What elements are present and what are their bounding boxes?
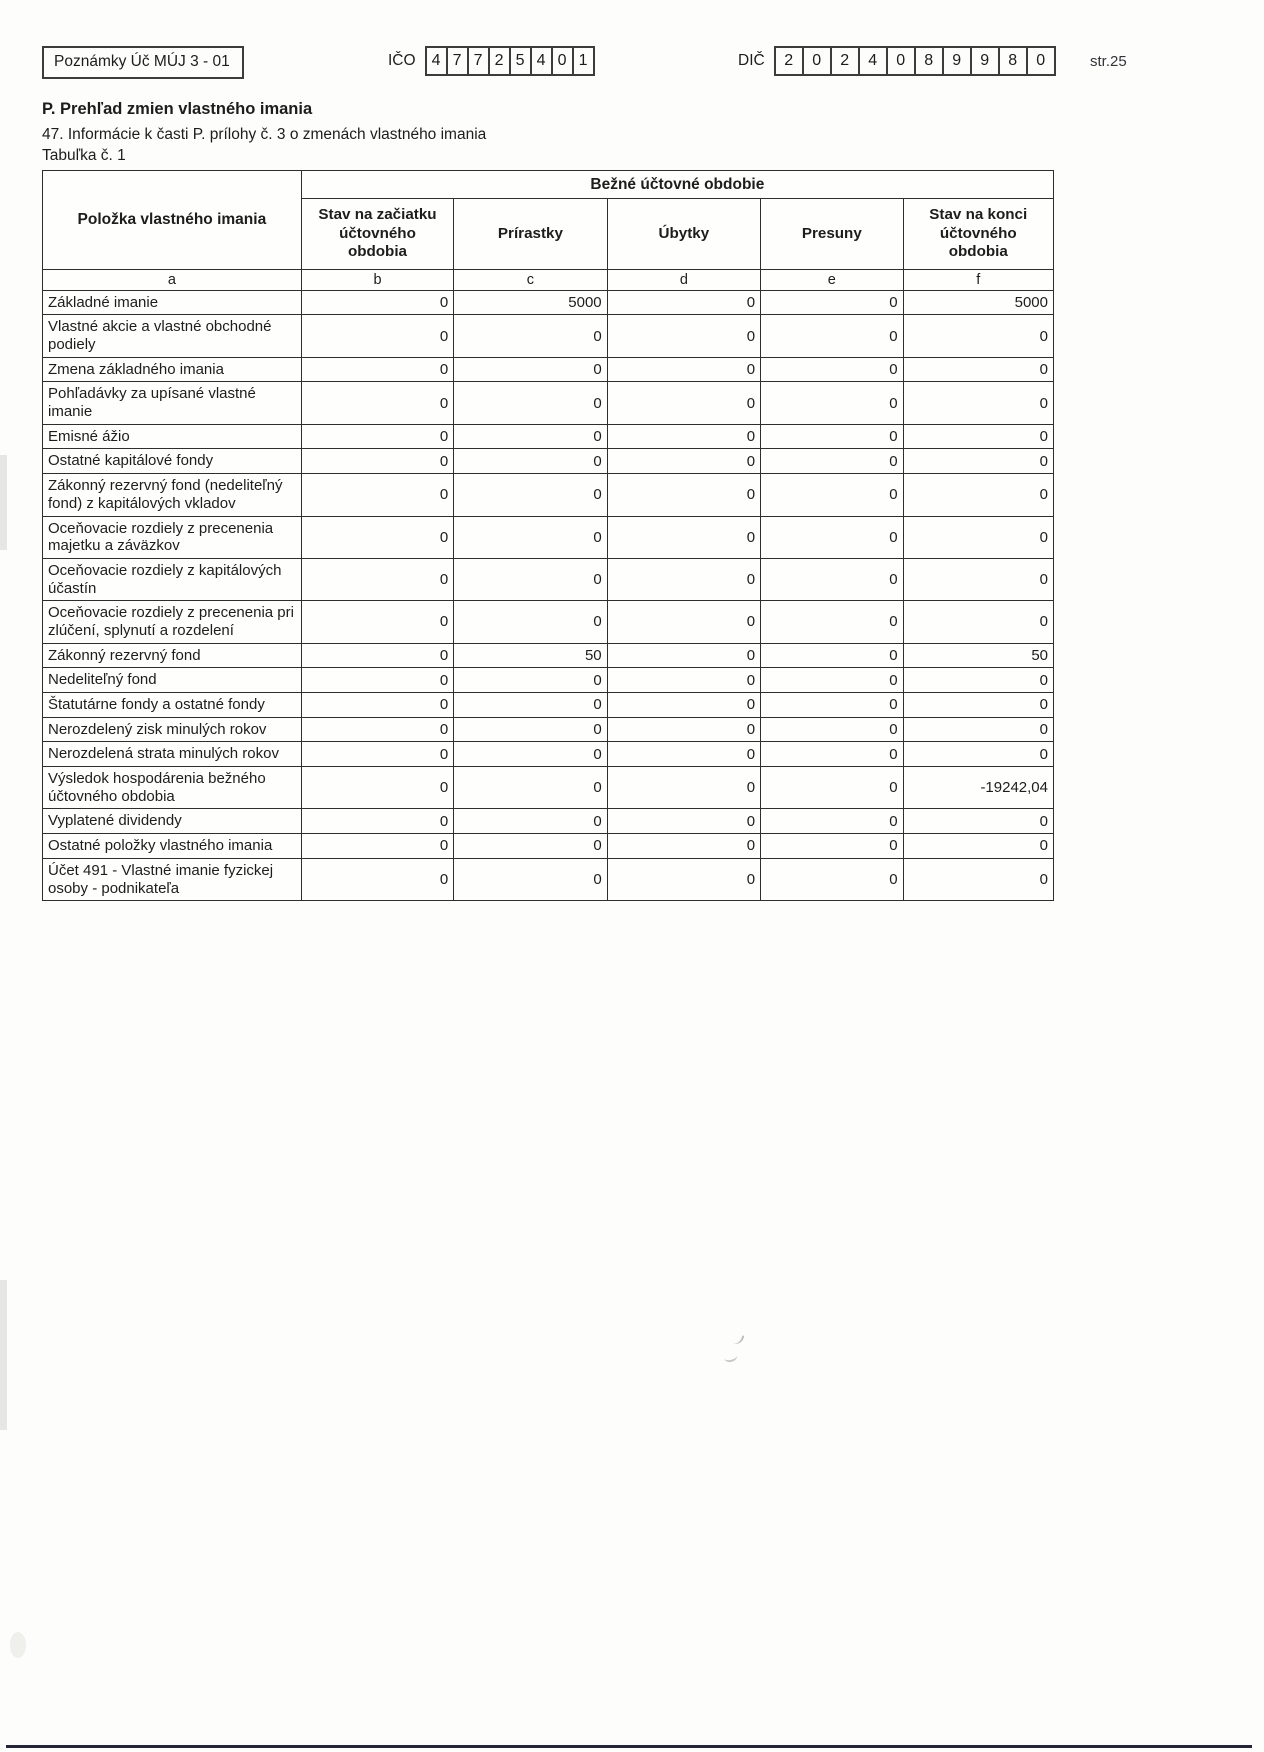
cell-e: 0 <box>761 668 903 693</box>
table-row <box>43 693 1054 718</box>
cell-b: 0 <box>301 643 453 668</box>
cell-c: 0 <box>454 315 607 357</box>
table-row <box>43 357 1054 382</box>
row-label: Ostatné položky vlastného imania <box>43 834 302 859</box>
cell-e: 0 <box>761 742 903 767</box>
table-row <box>43 315 1054 357</box>
cell-c: 0 <box>454 357 607 382</box>
digit-box: 2 <box>488 46 511 76</box>
cell-c: 0 <box>454 767 607 809</box>
cell-d: 0 <box>607 474 760 516</box>
letter-d: d <box>607 269 760 290</box>
cell-b: 0 <box>301 516 453 558</box>
cell-c: 0 <box>454 834 607 859</box>
row-label: Zmena základného imania <box>43 357 302 382</box>
cell-e: 0 <box>761 424 903 449</box>
cell-c: 0 <box>454 717 607 742</box>
scan-artifact <box>723 1351 738 1363</box>
cell-f: 0 <box>903 382 1053 424</box>
cell-d: 0 <box>607 449 760 474</box>
cell-d: 0 <box>607 809 760 834</box>
cell-b: 0 <box>301 315 453 357</box>
cell-b: 0 <box>301 601 453 643</box>
cell-e: 0 <box>761 357 903 382</box>
cell-e: 0 <box>761 558 903 600</box>
digit-box: 1 <box>572 46 595 76</box>
cell-c: 50 <box>454 643 607 668</box>
row-label: Vlastné akcie a vlastné obchodné podiely <box>43 315 302 357</box>
table-row <box>43 601 1054 643</box>
row-label: Výsledok hospodárenia bežného účtovného obdobia <box>43 767 302 809</box>
column-header-end: Stav na konci účtovného obdobia <box>903 199 1053 270</box>
cell-e: 0 <box>761 382 903 424</box>
cell-c: 5000 <box>454 290 607 315</box>
table-row <box>43 858 1054 900</box>
digit-box: 0 <box>551 46 574 76</box>
cell-e: 0 <box>761 516 903 558</box>
row-label: Základné imanie <box>43 290 302 315</box>
column-header-item: Položka vlastného imania <box>43 171 302 270</box>
cell-d: 0 <box>607 382 760 424</box>
table-row <box>43 809 1054 834</box>
digit-box: 8 <box>914 46 944 76</box>
cell-b: 0 <box>301 858 453 900</box>
scan-artifact <box>0 455 7 550</box>
cell-d: 0 <box>607 742 760 767</box>
ico-digit-boxes <box>425 46 595 76</box>
table-row <box>43 290 1054 315</box>
row-label: Oceňovacie rozdiely z precenenia majetku a záväzkov <box>43 516 302 558</box>
cell-c: 0 <box>454 474 607 516</box>
table-row <box>43 643 1054 668</box>
row-label: Oceňovacie rozdiely z kapitálových účastín <box>43 558 302 600</box>
table-row <box>43 516 1054 558</box>
form-code: Poznámky Úč MÚJ 3 - 01 <box>54 53 230 70</box>
cell-f: 0 <box>903 693 1053 718</box>
cell-f: 0 <box>903 834 1053 859</box>
cell-d: 0 <box>607 290 760 315</box>
row-label: Oceňovacie rozdiely z precenenia pri zlúčení, splynutí a rozdelení <box>43 601 302 643</box>
dic-label: DIČ <box>738 52 765 69</box>
cell-e: 0 <box>761 717 903 742</box>
ico-group <box>388 46 595 76</box>
cell-f: -19242,04 <box>903 767 1053 809</box>
period-header: Bežné účtovné obdobie <box>301 171 1053 199</box>
cell-c: 0 <box>454 558 607 600</box>
table-row <box>43 668 1054 693</box>
cell-b: 0 <box>301 668 453 693</box>
period-header-row <box>43 171 1054 199</box>
cell-e: 0 <box>761 449 903 474</box>
form-code-box <box>42 46 244 79</box>
row-label: Nedeliteľný fond <box>43 668 302 693</box>
cell-b: 0 <box>301 717 453 742</box>
section-subtitle: 47. Informácie k časti P. prílohy č. 3 o zmenách vlastného imania <box>42 126 487 143</box>
digit-box: 7 <box>446 46 469 76</box>
cell-b: 0 <box>301 357 453 382</box>
cell-e: 0 <box>761 858 903 900</box>
digit-box: 0 <box>802 46 832 76</box>
cell-b: 0 <box>301 693 453 718</box>
cell-f: 0 <box>903 717 1053 742</box>
table-row <box>43 767 1054 809</box>
digit-box: 4 <box>425 46 448 76</box>
cell-c: 0 <box>454 424 607 449</box>
cell-e: 0 <box>761 643 903 668</box>
cell-f: 50 <box>903 643 1053 668</box>
cell-c: 0 <box>454 693 607 718</box>
cell-e: 0 <box>761 834 903 859</box>
cell-c: 0 <box>454 809 607 834</box>
cell-d: 0 <box>607 516 760 558</box>
row-label: Pohľadávky za upísané vlastné imanie <box>43 382 302 424</box>
cell-d: 0 <box>607 858 760 900</box>
cell-b: 0 <box>301 424 453 449</box>
cell-b: 0 <box>301 767 453 809</box>
cell-f: 0 <box>903 601 1053 643</box>
cell-b: 0 <box>301 834 453 859</box>
cell-c: 0 <box>454 858 607 900</box>
row-label: Nerozdelený zisk minulých rokov <box>43 717 302 742</box>
table-row <box>43 558 1054 600</box>
cell-e: 0 <box>761 290 903 315</box>
cell-b: 0 <box>301 449 453 474</box>
digit-box: 5 <box>509 46 532 76</box>
cell-b: 0 <box>301 742 453 767</box>
digit-box: 2 <box>774 46 804 76</box>
cell-d: 0 <box>607 693 760 718</box>
letter-a: a <box>43 269 302 290</box>
digit-box: 7 <box>467 46 490 76</box>
row-label: Nerozdelená strata minulých rokov <box>43 742 302 767</box>
cell-d: 0 <box>607 357 760 382</box>
cell-e: 0 <box>761 693 903 718</box>
row-label: Emisné ážio <box>43 424 302 449</box>
cell-f: 0 <box>903 668 1053 693</box>
cell-b: 0 <box>301 474 453 516</box>
digit-box: 8 <box>998 46 1028 76</box>
cell-f: 0 <box>903 357 1053 382</box>
digit-box: 9 <box>970 46 1000 76</box>
cell-c: 0 <box>454 668 607 693</box>
digit-box: 0 <box>1026 46 1056 76</box>
table-row <box>43 834 1054 859</box>
cell-f: 0 <box>903 558 1053 600</box>
cell-d: 0 <box>607 424 760 449</box>
column-header-disposals: Úbytky <box>607 199 760 270</box>
column-header-additions: Prírastky <box>454 199 607 270</box>
cell-c: 0 <box>454 742 607 767</box>
scan-artifact <box>732 1333 745 1347</box>
equity-changes-table <box>42 170 1054 901</box>
row-label: Zákonný rezervný fond <box>43 643 302 668</box>
cell-f: 0 <box>903 809 1053 834</box>
cell-b: 0 <box>301 558 453 600</box>
table-label: Tabuľka č. 1 <box>42 147 126 164</box>
column-header-transfers: Presuny <box>761 199 903 270</box>
table-row <box>43 717 1054 742</box>
cell-b: 0 <box>301 809 453 834</box>
cell-d: 0 <box>607 643 760 668</box>
table-row <box>43 449 1054 474</box>
cell-d: 0 <box>607 315 760 357</box>
cell-e: 0 <box>761 601 903 643</box>
digit-box: 4 <box>858 46 888 76</box>
letter-e: e <box>761 269 903 290</box>
dic-digit-boxes <box>774 46 1056 76</box>
cell-f: 0 <box>903 474 1053 516</box>
page-number: str.25 <box>1090 53 1127 70</box>
table-row <box>43 424 1054 449</box>
letter-c: c <box>454 269 607 290</box>
table-row <box>43 742 1054 767</box>
scan-artifact-bottom-line <box>6 1745 1252 1748</box>
cell-c: 0 <box>454 516 607 558</box>
cell-f: 0 <box>903 424 1053 449</box>
table-row <box>43 382 1054 424</box>
cell-c: 0 <box>454 382 607 424</box>
row-label: Ostatné kapitálové fondy <box>43 449 302 474</box>
row-label: Zákonný rezervný fond (nedeliteľný fond) z kapitálových vkladov <box>43 474 302 516</box>
section-title: P. Prehľad zmien vlastného imania <box>42 100 313 118</box>
dic-group <box>738 46 1056 76</box>
letter-b: b <box>301 269 453 290</box>
digit-box: 9 <box>942 46 972 76</box>
row-label: Vyplatené dividendy <box>43 809 302 834</box>
cell-d: 0 <box>607 834 760 859</box>
cell-d: 0 <box>607 668 760 693</box>
cell-b: 0 <box>301 290 453 315</box>
cell-d: 0 <box>607 558 760 600</box>
scan-artifact <box>0 1280 7 1430</box>
cell-b: 0 <box>301 382 453 424</box>
row-label: Štatutárne fondy a ostatné fondy <box>43 693 302 718</box>
cell-e: 0 <box>761 315 903 357</box>
cell-d: 0 <box>607 717 760 742</box>
row-label: Účet 491 - Vlastné imanie fyzickej osoby - podnikateľa <box>43 858 302 900</box>
cell-f: 5000 <box>903 290 1053 315</box>
cell-e: 0 <box>761 474 903 516</box>
section-content <box>42 100 1058 901</box>
cell-f: 0 <box>903 858 1053 900</box>
cell-c: 0 <box>454 601 607 643</box>
cell-f: 0 <box>903 449 1053 474</box>
cell-f: 0 <box>903 742 1053 767</box>
column-header-start: Stav na začiatku účtovného obdobia <box>301 199 453 270</box>
scan-artifact <box>10 1632 26 1658</box>
ico-label: IČO <box>388 52 416 69</box>
cell-f: 0 <box>903 315 1053 357</box>
cell-c: 0 <box>454 449 607 474</box>
cell-f: 0 <box>903 516 1053 558</box>
cell-e: 0 <box>761 767 903 809</box>
letter-f: f <box>903 269 1053 290</box>
cell-d: 0 <box>607 767 760 809</box>
cell-e: 0 <box>761 809 903 834</box>
letter-header-row <box>43 269 1054 290</box>
cell-d: 0 <box>607 601 760 643</box>
table-row <box>43 474 1054 516</box>
digit-box: 4 <box>530 46 553 76</box>
digit-box: 0 <box>886 46 916 76</box>
digit-box: 2 <box>830 46 860 76</box>
